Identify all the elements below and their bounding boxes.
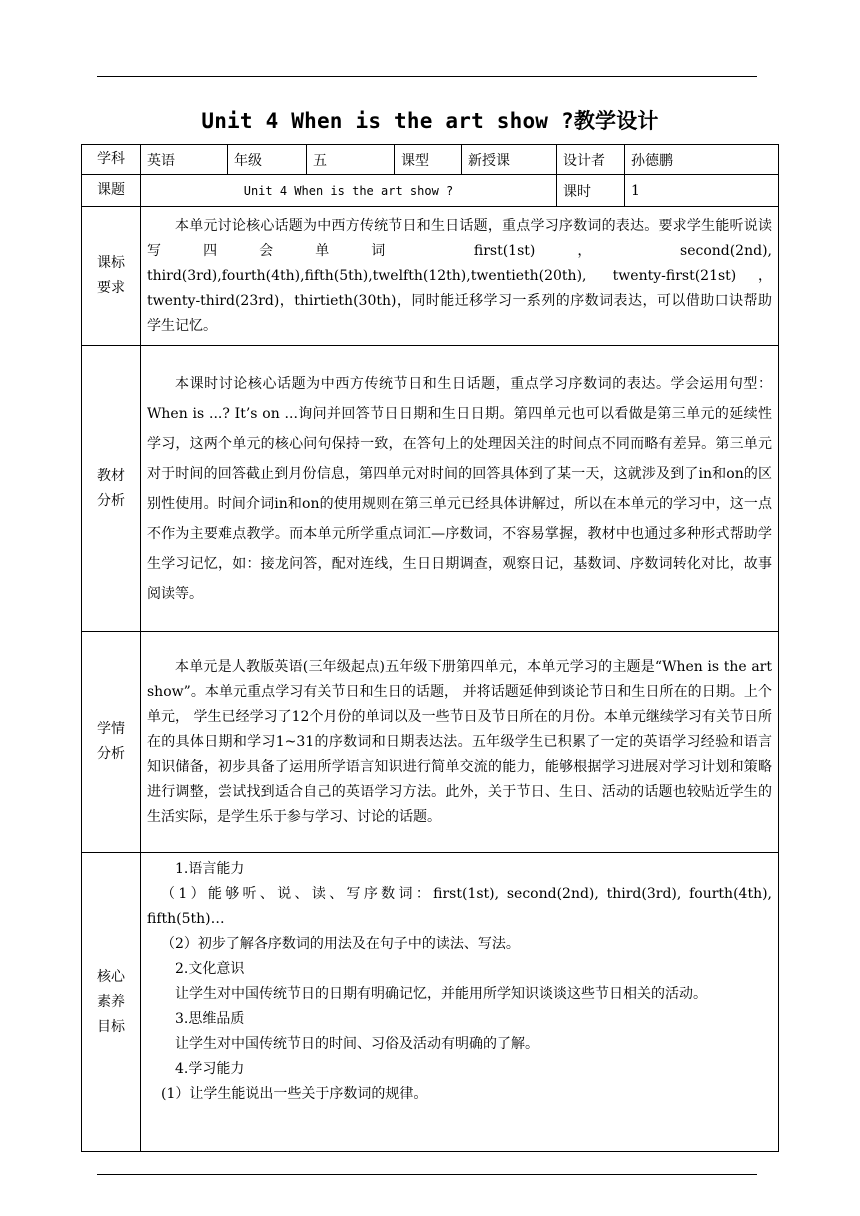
topic-value: Unit 4 When is the art show ? — [141, 175, 557, 207]
type-label: 课型 — [395, 145, 462, 175]
footer-rule — [97, 1174, 757, 1175]
subject-label: 学科 — [82, 145, 141, 175]
grade-value: 五 — [307, 145, 395, 175]
core-content — [141, 853, 779, 1152]
core-heading-thinking: 3.思维品质 — [175, 1011, 245, 1027]
hours-value: 1 — [625, 175, 779, 207]
lesson-plan-table — [81, 144, 779, 1152]
type-value: 新授课 — [462, 145, 557, 175]
material-label: 教材 分析 — [82, 346, 141, 632]
core-item-1: （1）能够听、说、读、写序数词：first(1st), second(2nd), third(3rd), fourth(4th), fifth(5th)… — [147, 886, 772, 927]
standard-row — [82, 207, 779, 346]
designer-label: 设计者 — [557, 145, 625, 175]
standard-label: 课标 要求 — [82, 207, 141, 346]
standard-text: 本单元讨论核心话题为中西方传统节日和生日话题，重点学习序数词的表达。要求学生能听说读写四会单词 first(1st)， second(2nd), third(3rd),fourth(4th),fifth(5th),twelfth(12th),twentieth(20th), twenty-first(21st)，twenty-third(23rd)，thirtieth(30th)，同时能迁移学习一系列的序数词表达，可以借助口诀帮助学生记忆。 — [147, 217, 772, 334]
page-title: Unit 4 When is the art show ?教学设计 — [201, 109, 659, 133]
material-row — [82, 346, 779, 632]
designer-value: 孙德鹏 — [625, 145, 779, 175]
learner-row — [82, 632, 779, 853]
header-row — [82, 145, 779, 175]
material-text: 本课时讨论核心话题为中西方传统节日和生日话题，重点学习序数词的表达。学会运用句型：When is ...? It’s on ...询问并回答节日日期和生日日期。第四单元也可以看做是第三单元的延续性学习，这两个单元的核心问句保持一致，在答句上的处理因关注的时间点不同而略有差异。第三单元对于时间的回答截止到月份信息，第四单元对时间的回答具体到了某一天，这就涉及到了in和on的区别性使用。时间介词in和on的使用规则在第三单元已经具体讲解过，所以在本单元的学习中，这一点不作为主要难点教学。而本单元所学重点词汇—序数词，不容易掌握，教材中也通过多种形式帮助学生学习记忆，如：接龙问答，配对连线，生日日期调查，观察日记，基数词、序数词转化对比，故事阅读等。 — [147, 375, 772, 602]
topic-label: 课题 — [82, 175, 141, 207]
core-item-4: 让学生对中国传统节日的时间、习俗及活动有明确的了解。 — [175, 1036, 539, 1052]
core-heading-language: 1.语言能力 — [175, 861, 245, 877]
header-rule — [97, 76, 757, 77]
hours-label: 课时 — [557, 175, 625, 207]
standard-content — [141, 207, 779, 346]
subject-value: 英语 — [141, 145, 228, 175]
core-heading-learning: 4.学习能力 — [175, 1061, 245, 1077]
core-item-3: 让学生对中国传统节日的日期有明确记忆，并能用所学知识谈谈这些节日相关的活动。 — [175, 986, 707, 1002]
learner-content — [141, 632, 779, 853]
core-row — [82, 853, 779, 1152]
core-label: 核心 素养 目标 — [82, 853, 141, 1152]
material-content — [141, 346, 779, 632]
learner-label: 学情 分析 — [82, 632, 141, 853]
core-heading-culture: 2.文化意识 — [175, 961, 245, 977]
topic-row — [82, 175, 779, 207]
core-item-5: (1）让学生能说出一些关于序数词的规律。 — [161, 1086, 428, 1102]
learner-text: 本单元是人教版英语(三年级起点)五年级下册第四单元，本单元学习的主题是“When is the art show”。本单元重点学习有关节日和生日的话题， 并将话题延伸到谈论节日和生日所在的日期。上个单元， 学生已经学习了12个月份的单词以及一些节日及节日所在的月份。本单元继续学习有关节日所在的具体日期和学习1~31的序数词和日期表达法。五年级学生已积累了一定的英语学习经验和语言知识储备，初步具备了运用所学语言知识进行简单交流的能力，能够根据学习进展对学习计划和策略进行调整，尝试找到适合自己的英语学习方法。此外，关于节日、生日、活动的话题也较贴近学生的生活实际，是学生乐于参与学习、讨论的话题。 — [147, 658, 772, 825]
core-item-2: （2）初步了解各序数词的用法及在句子中的读法、写法。 — [161, 936, 520, 952]
grade-label: 年级 — [228, 145, 307, 175]
